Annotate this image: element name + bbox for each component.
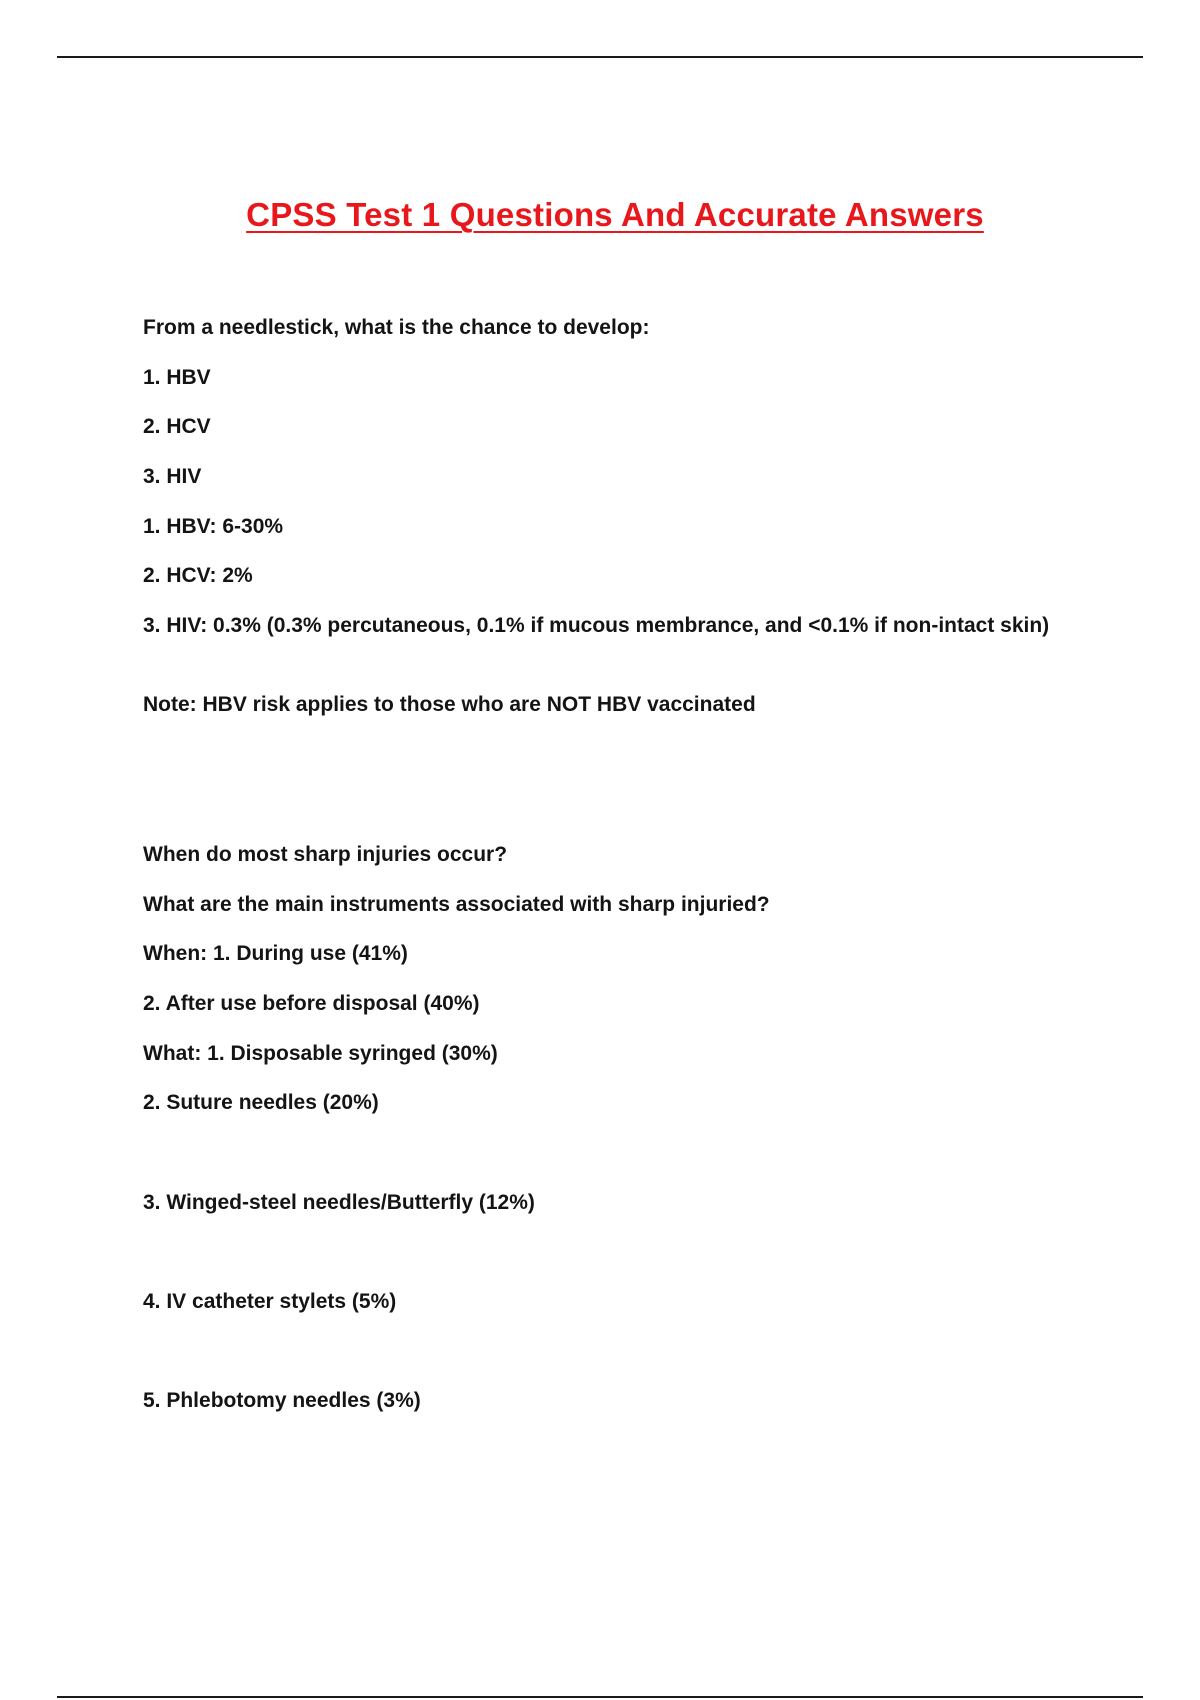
answer-note: Note: HBV risk applies to those who are NOT HBV vaccinated bbox=[143, 693, 756, 716]
document-title: CPSS Test 1 Questions And Accurate Answers bbox=[246, 196, 984, 233]
answer-line: 2. HCV: 2% bbox=[143, 564, 253, 587]
question-line: From a needlestick, what is the chance to develop: bbox=[143, 316, 650, 339]
question-line: 2. HCV bbox=[143, 415, 211, 438]
question-line: What are the main instruments associated with sharp injuried? bbox=[143, 893, 770, 916]
question-line: 3. HIV bbox=[143, 465, 202, 488]
answer-line: 4. IV catheter stylets (5%) bbox=[143, 1290, 397, 1313]
top-rule bbox=[57, 56, 1143, 58]
answer-line: 2. After use before disposal (40%) bbox=[143, 992, 480, 1015]
answer-line: 1. HBV: 6-30% bbox=[143, 515, 284, 538]
bottom-rule bbox=[57, 1696, 1143, 1698]
answer-line: 3. HIV: 0.3% (0.3% percutaneous, 0.1% if mucous membrance, and <0.1% if non-intact skin) bbox=[143, 614, 1050, 637]
answer-line: 2. Suture needles (20%) bbox=[143, 1091, 379, 1114]
answer-line: What: 1. Disposable syringed (30%) bbox=[143, 1042, 498, 1065]
answer-line: When: 1. During use (41%) bbox=[143, 942, 408, 965]
question-line: When do most sharp injuries occur? bbox=[143, 843, 508, 866]
question-line: 1. HBV bbox=[143, 366, 211, 389]
answer-line: 5. Phlebotomy needles (3%) bbox=[143, 1389, 421, 1412]
answer-line: 3. Winged-steel needles/Butterfly (12%) bbox=[143, 1191, 535, 1214]
